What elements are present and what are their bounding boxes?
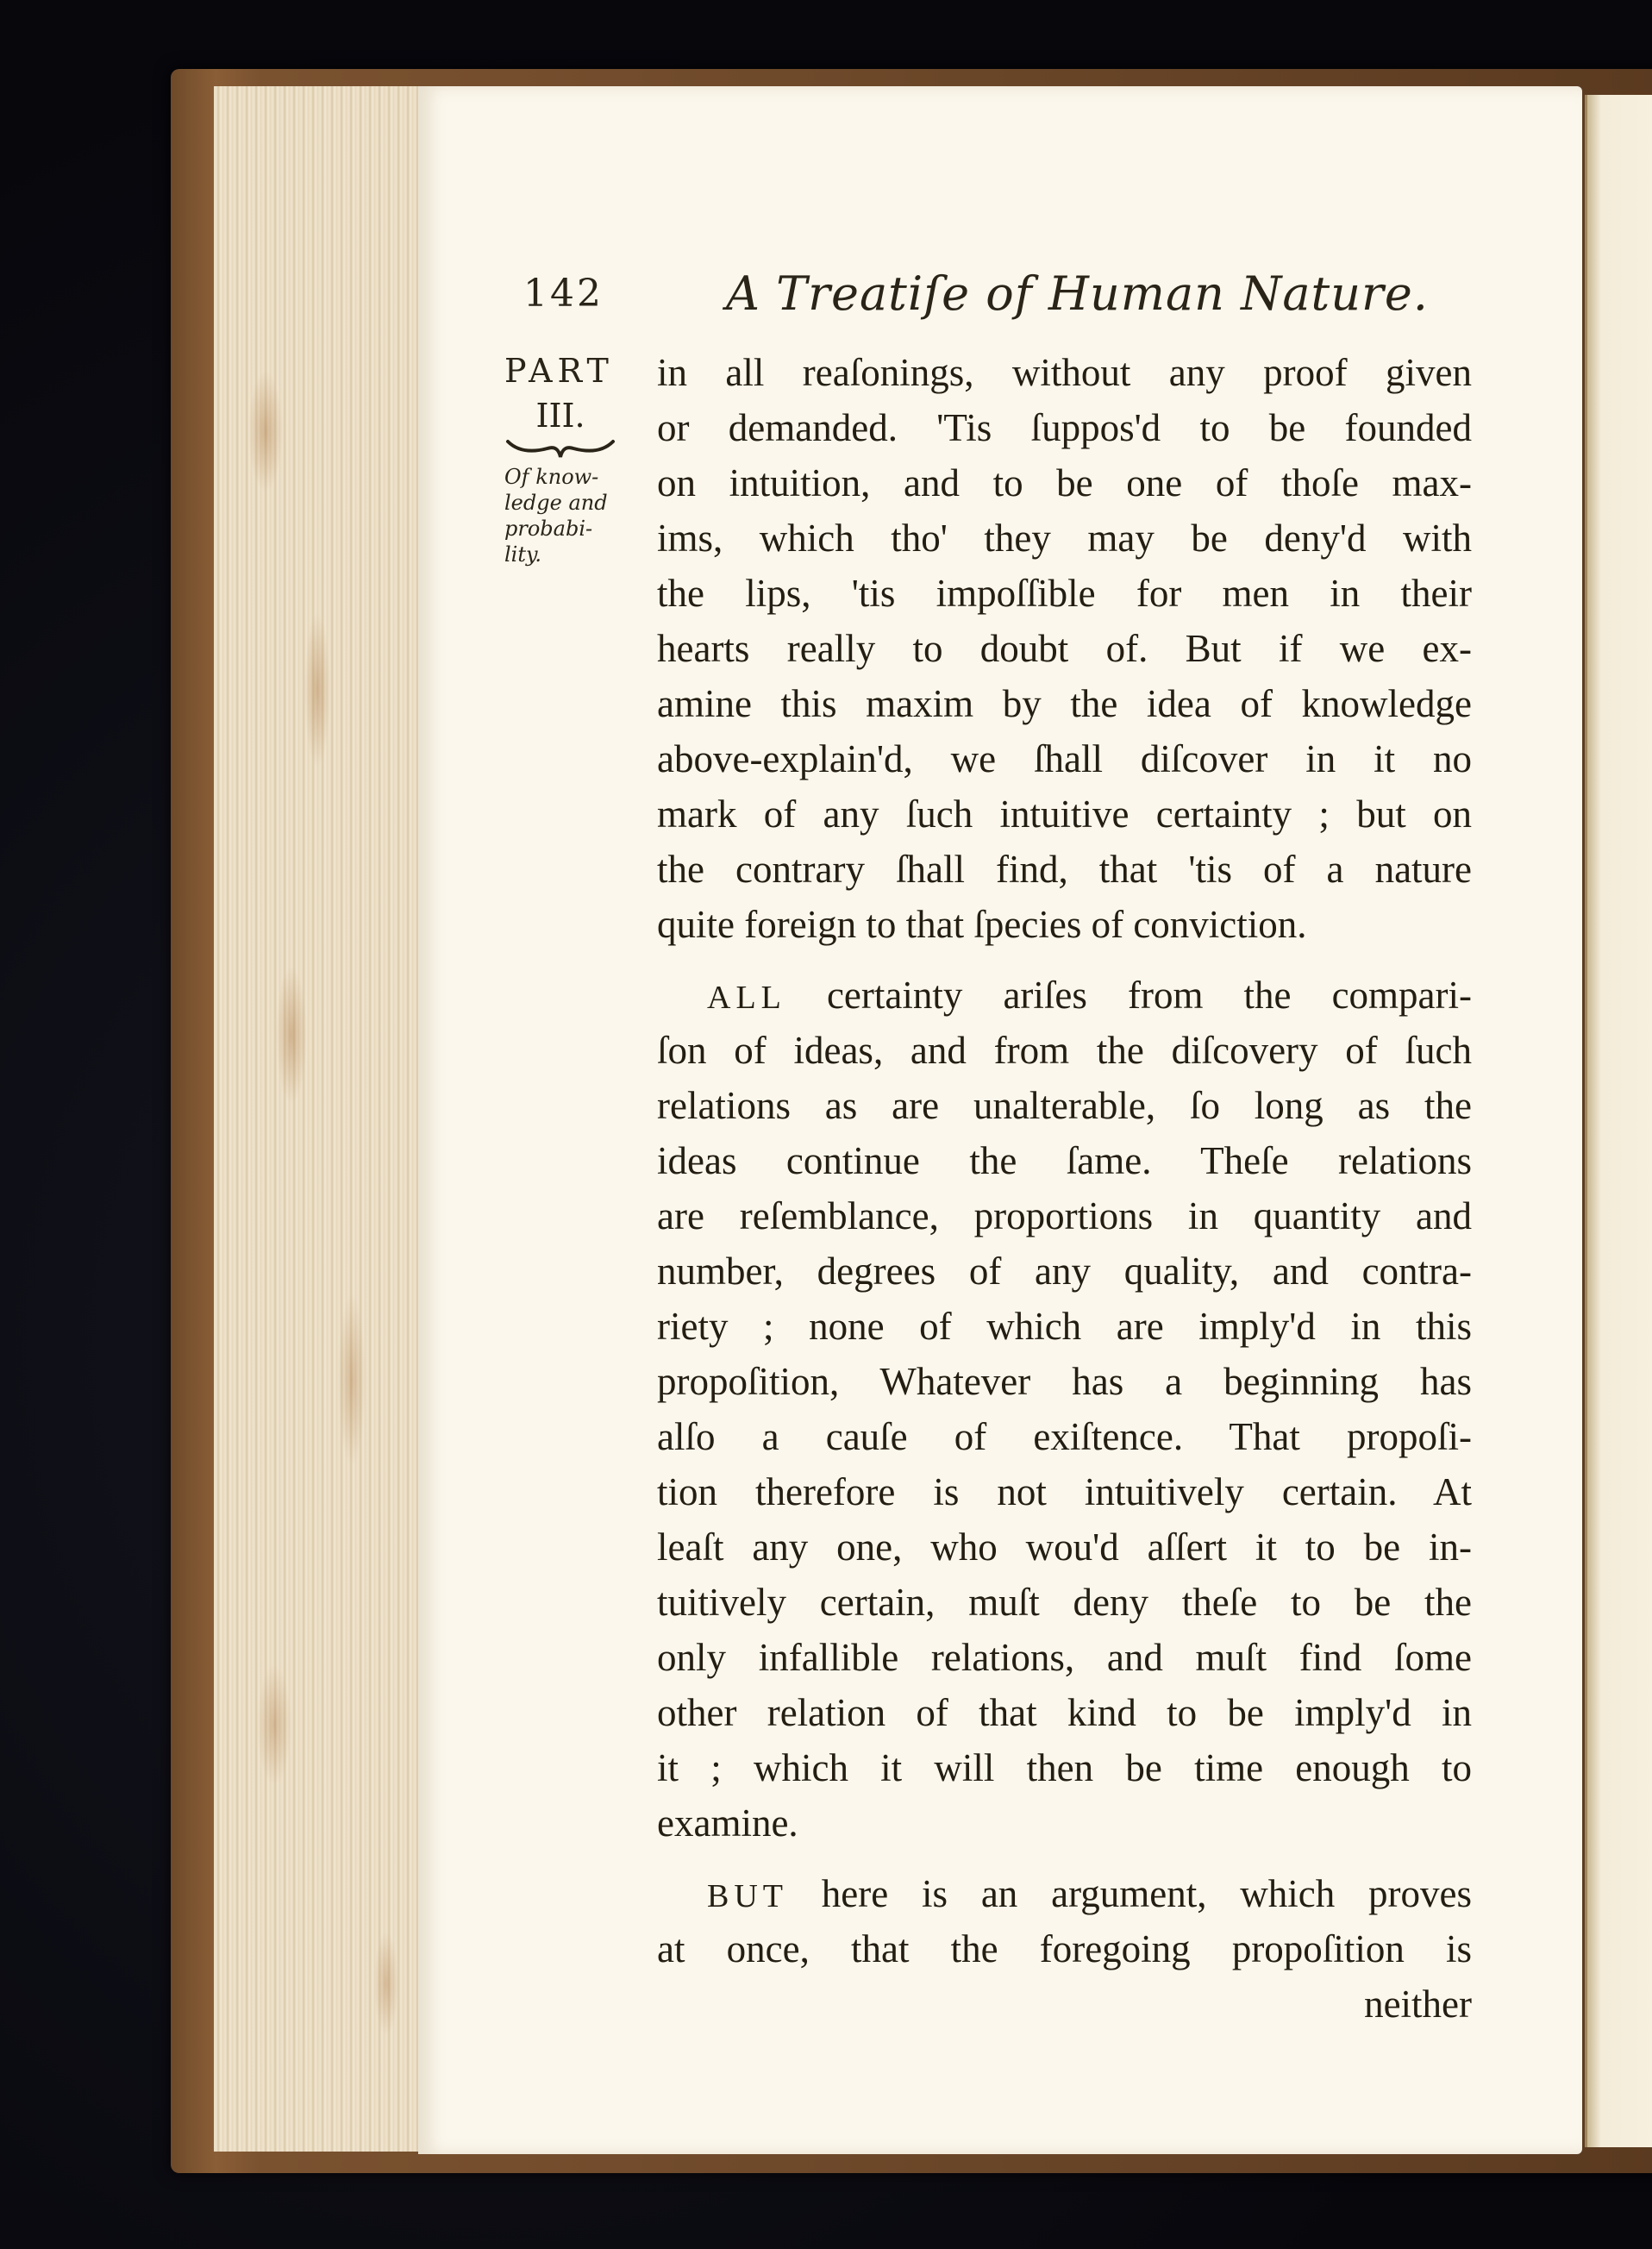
side-note-line: lity.: [504, 542, 541, 567]
text-line: leaſt any one, who wou'd aſſert it to be in-: [657, 1525, 1472, 1569]
text-line: ideas continue the ſame. Theſe relations: [657, 1139, 1472, 1182]
text-line: hearts really to doubt of. But if we ex-: [657, 627, 1472, 670]
text-line: tion therefore is not intuitively certain. At: [657, 1470, 1472, 1513]
text-line: only infallible relations, and muſt find ſome: [657, 1636, 1472, 1679]
text-line: mark of any ſuch intuitive certainty ; but on: [657, 792, 1472, 836]
facing-page-edge: [1585, 95, 1652, 2147]
text-line: number, degrees of any quality, and contra-: [657, 1250, 1472, 1293]
text-line: amine this maxim by the idea of knowledge: [657, 682, 1472, 725]
text-line: on intuition, and to be one of thoſe max-: [657, 461, 1472, 504]
text-line: alſo a cauſe of exiſtence. That propoſi-: [657, 1415, 1472, 1458]
side-note-line: probabi-: [504, 517, 593, 541]
text-line: the lips, 'tis impoſſible for men in their: [657, 572, 1472, 615]
text-line: examine.: [657, 1801, 798, 1845]
book-page: [418, 86, 1582, 2154]
text-line: ims, which tho' they may be deny'd with: [657, 517, 1472, 560]
paragraph-first-text: certainty ariſes from the compari-: [826, 974, 1472, 1017]
text-line: riety ; none of which are imply'd in this: [657, 1305, 1472, 1348]
side-note-line: ledge and: [504, 491, 608, 515]
text-line: or demanded. 'Tis ſuppos'd to be founded: [657, 406, 1472, 449]
running-title: A Treatiſe of Human Nature.: [726, 266, 1429, 321]
part-label: PART: [504, 352, 614, 390]
part-number: III.: [535, 397, 585, 435]
text-line: above-explain'd, we ſhall diſcover in it no: [657, 737, 1472, 780]
paragraph-first-line: [657, 1866, 1472, 1921]
text-line: are reſemblance, proportions in quantity and: [657, 1194, 1472, 1237]
text-line: quite foreign to that ſpecies of conviction.: [657, 903, 1307, 946]
margin-note: [504, 345, 625, 567]
text-line: in all reaſonings, without any proof given: [657, 351, 1472, 394]
running-head: [418, 266, 1582, 332]
paragraph-first-text: here is an argument, which proves: [821, 1872, 1472, 1915]
side-note-line: Of know-: [504, 465, 599, 489]
paragraph-lead-caps: BUT: [707, 1878, 788, 1914]
paragraph-lead-caps: ALL: [707, 980, 786, 1016]
text-line: ſon of ideas, and from the diſcovery of ſuch: [657, 1029, 1472, 1072]
text-line: propoſition, Whatever has a beginning has: [657, 1360, 1472, 1403]
paragraph-first-line: [657, 968, 1472, 1023]
body-text: [657, 345, 1472, 2032]
text-line: the contrary ſhall find, that 'tis of a nature: [657, 848, 1472, 891]
foxing-stains: [214, 86, 425, 2152]
brace-ornament: [504, 436, 616, 460]
text-line: tuitively certain, muſt deny theſe to be the: [657, 1581, 1472, 1624]
text-line: at once, that the foregoing propoſition is: [657, 1927, 1472, 1970]
page-number: 142: [523, 272, 604, 316]
text-line: it ; which it will then be time enough to: [657, 1746, 1472, 1789]
catchword: neither: [1364, 1983, 1472, 2026]
side-note: [504, 464, 608, 567]
text-line: other relation of that kind to be imply'd in: [657, 1691, 1472, 1734]
text-line: relations as are unalterable, ſo long as the: [657, 1084, 1472, 1127]
